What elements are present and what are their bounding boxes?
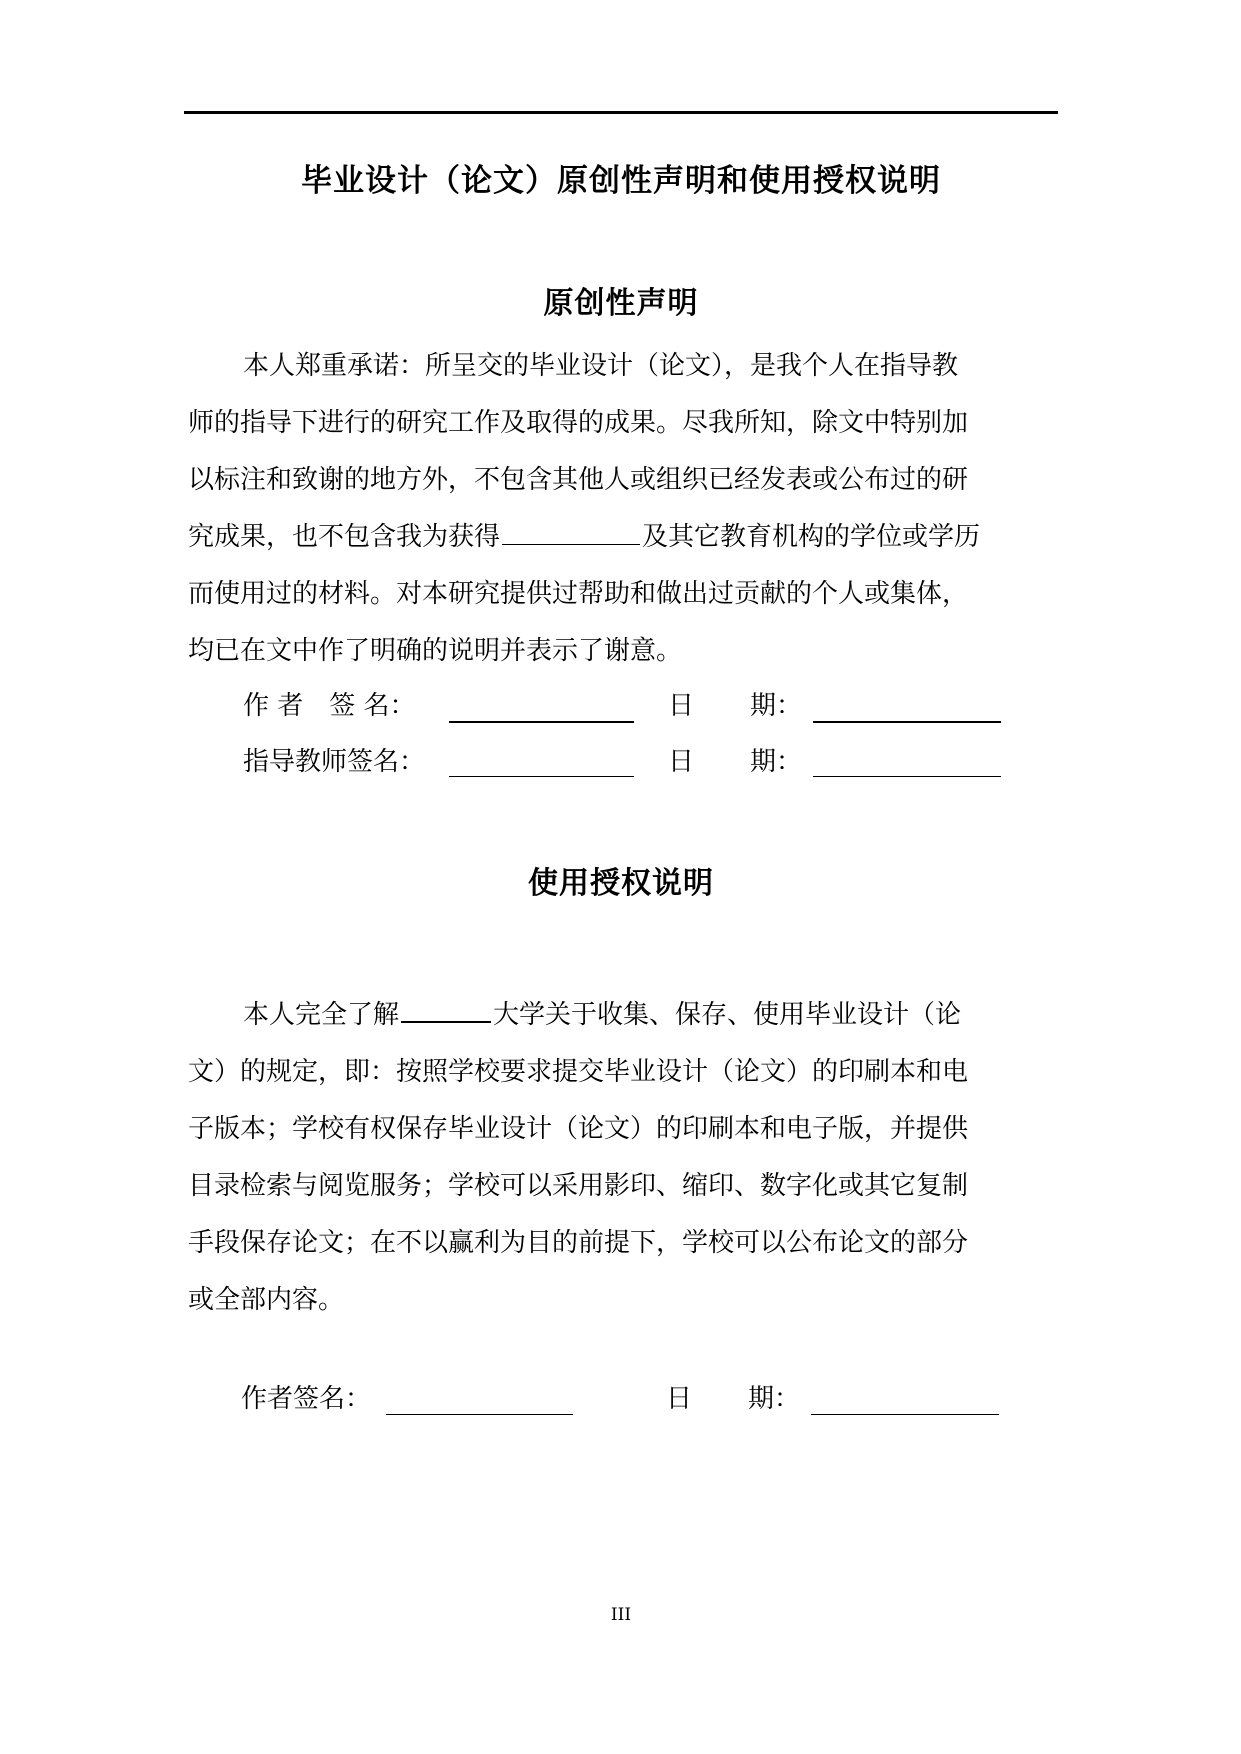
university-blank-field[interactable] bbox=[401, 995, 491, 1023]
line-text-after-blank: 大学关于收集、保存、使用毕业设计（论 bbox=[493, 1000, 962, 1030]
authorization-paragraph bbox=[188, 987, 1063, 1329]
paragraph-line: 子版本；学校有权保存毕业设计（论文）的印刷本和电子版，并提供 bbox=[188, 1114, 969, 1144]
paragraph-line: 目录检索与阅览服务；学校可以采用影印、缩印、数字化或其它复制 bbox=[188, 1171, 969, 1201]
authorization-date-field[interactable] bbox=[811, 1414, 999, 1415]
line-text-after-blank: 及其它教育机构的学位或学历 bbox=[642, 522, 981, 552]
advisor-signature-field[interactable] bbox=[449, 776, 634, 777]
line-text-before-blank: 究成果，也不包含我为获得 bbox=[188, 522, 501, 552]
paragraph-line-with-blank bbox=[188, 987, 1063, 1044]
document-title: 毕业设计（论文）原创性声明和使用授权说明 bbox=[301, 163, 941, 199]
author-date-field[interactable] bbox=[813, 721, 1001, 723]
author-signature-label: 作者签名： bbox=[241, 1384, 372, 1414]
originality-paragraph bbox=[188, 338, 1063, 680]
paragraph-line: 以标注和致谢的地方外，不包含其他人或组织已经发表或公布过的研 bbox=[188, 465, 969, 495]
originality-heading: 原创性声明 bbox=[543, 286, 699, 321]
authorization-heading: 使用授权说明 bbox=[528, 866, 714, 901]
header-rule bbox=[184, 111, 1058, 114]
advisor-signature-label: 指导教师签名： bbox=[243, 747, 426, 777]
date-label-part2: 期： bbox=[750, 691, 803, 721]
paragraph-line: 本人郑重承诺：所呈交的毕业设计（论文），是我个人在指导教 bbox=[243, 351, 959, 381]
author-signature-field[interactable] bbox=[449, 721, 634, 723]
date-label-part1: 日 bbox=[666, 1384, 693, 1414]
advisor-date-field[interactable] bbox=[813, 776, 1001, 777]
page-number: III bbox=[610, 1605, 632, 1625]
date-label-part2: 期： bbox=[750, 747, 803, 777]
paragraph-line: 师的指导下进行的研究工作及取得的成果。尽我所知，除文中特别加 bbox=[188, 408, 969, 438]
paragraph-line: 或全部内容。 bbox=[188, 1285, 345, 1315]
paragraph-line: 而使用过的材料。对本研究提供过帮助和做出过贡献的个人或集体， bbox=[188, 579, 969, 609]
institution-blank-field[interactable] bbox=[502, 518, 640, 545]
line-text-before-blank: 本人完全了解 bbox=[243, 1000, 400, 1030]
paragraph-line: 均已在文中作了明确的说明并表示了谢意。 bbox=[188, 636, 683, 666]
paragraph-line: 手段保存论文；在不以赢利为目的前提下，学校可以公布论文的部分 bbox=[188, 1228, 969, 1258]
author-signature-label: 作 者 签 名： bbox=[243, 691, 416, 721]
date-label-part2: 期： bbox=[748, 1384, 801, 1414]
date-label-part1: 日 bbox=[668, 747, 695, 777]
paragraph-line-with-blank bbox=[188, 509, 1063, 566]
paragraph-line: 文）的规定，即：按照学校要求提交毕业设计（论文）的印刷本和电 bbox=[188, 1057, 969, 1087]
authorization-signature-field[interactable] bbox=[386, 1414, 573, 1415]
date-label-part1: 日 bbox=[668, 691, 695, 721]
